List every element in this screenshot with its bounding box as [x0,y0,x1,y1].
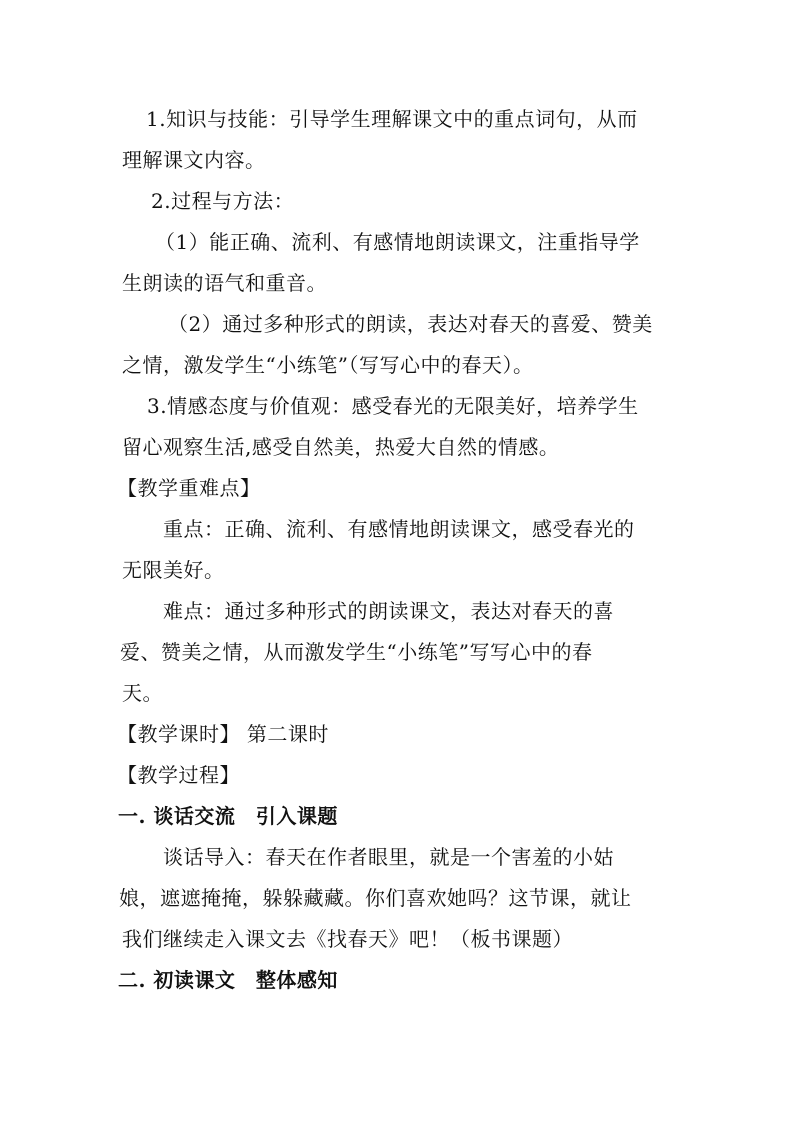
section-lesson-period: 【教学课时】 第二课时 [117,722,329,746]
section-key-points-heading: 【教学重难点】 [117,476,261,500]
key-point-line2: 无限美好。 [122,558,225,582]
objective-emotion-line1: 3.情感态度与价值观：感受春光的无限美好，培养学生 [147,394,639,418]
objective-emotion-line2: 留心观察生活,感受自然美，热爱大自然的情感。 [122,435,560,459]
objective-process-heading: 2.过程与方法： [151,189,295,213]
objective-process-item2-line2: 之情，激发学生“小练笔”（写写心中的春天）。 [122,353,534,377]
step-one-paragraph-line2: 娘，遮遮掩掩，躲躲藏藏。你们喜欢她吗？这节课，就让 [119,886,632,910]
step-two-heading: 二. 初读课文 整体感知 [118,968,338,992]
objective-process-item2-line1: （2）通过多种形式的朗读，表达对春天的喜爱、赞美 [168,312,653,336]
difficulty-line2: 爱、赞美之情，从而激发学生“小练笔”写写心中的春 [120,640,593,664]
step-one-paragraph-line3: 我们继续走入课文去《找春天》吧！（板书课题） [122,927,573,951]
objective-process-item1-line1: （1）能正确、流利、有感情地朗读课文，注重指导学 [155,230,640,254]
section-teaching-process-heading: 【教学过程】 [117,763,240,787]
objective-knowledge-line1: 1.知识与技能：引导学生理解课文中的重点词句，从而 [146,107,638,131]
difficulty-line3: 天。 [122,681,163,705]
objective-knowledge-line2: 理解课文内容。 [122,148,266,172]
step-one-paragraph-line1: 谈话导入：春天在作者眼里，就是一个害羞的小姑 [163,845,614,869]
objective-process-item1-line2: 生朗读的语气和重音。 [122,271,327,295]
step-one-heading: 一. 谈话交流 引入课题 [118,804,338,828]
key-point-line1: 重点：正确、流利、有感情地朗读课文，感受春光的 [163,517,635,541]
difficulty-line1: 难点：通过多种形式的朗读课文，表达对春天的喜 [163,599,614,623]
